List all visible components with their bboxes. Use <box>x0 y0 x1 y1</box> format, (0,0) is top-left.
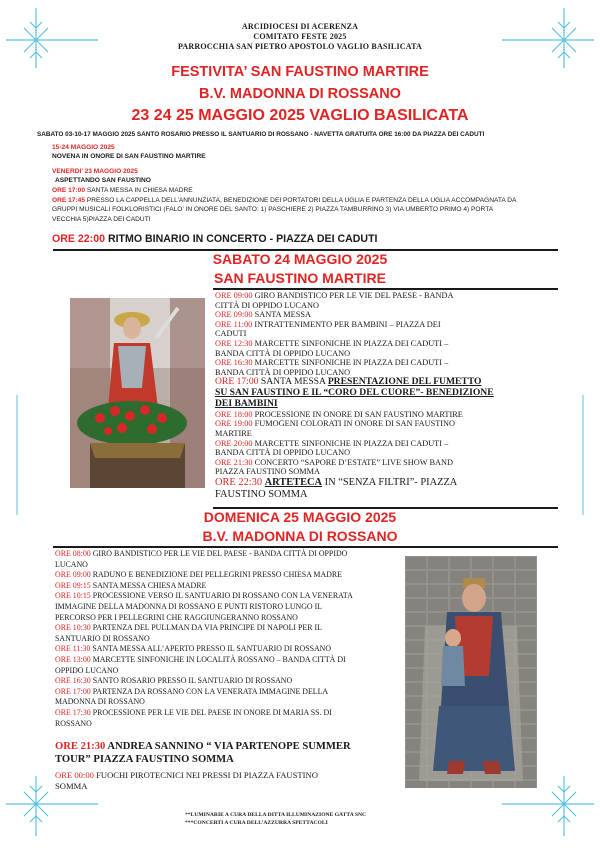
event-text-line-3: VECCHIA 5)PIAZZA DEI CADUTI <box>52 215 151 223</box>
event-time: ORE 22:30 <box>215 477 263 488</box>
friday-event-3 <box>52 233 378 245</box>
event-time: ORE 10:15 <box>55 591 91 601</box>
band-name: ARTETECA <box>264 477 323 488</box>
event-text-line-1: SANTA MESSA <box>254 310 311 320</box>
event-text-line-1: PRESSO LA CAPPELLA DELL’ANNUNZIATA, BENEDIZIONE DEI PORTATORI DELLA UGLIA E PARTENZA DELLA UGLIA ACCOMPAGNATA DA <box>86 197 517 204</box>
title-line-3: 23 24 25 MAGGIO 2025 VAGLIO BASILICATA <box>131 107 469 124</box>
event-text-line-1: PROCESSIONE VERSO IL SANTUARIO DI ROSSANO CON LA VENERATA <box>92 591 353 601</box>
saturday-last-event <box>215 477 560 500</box>
event-text-line-1: PROCESSIONE IN ONORE DI SAN FAUSTINO MARTIRE <box>254 409 463 419</box>
sunday-event <box>55 570 400 581</box>
event-text-line-2: TOUR” PIAZZA FAUSTINO SOMMA <box>55 754 234 765</box>
saturday-mass-event <box>215 377 560 409</box>
event-text-line-1: FUMOGENI COLORATI IN ONORE DI SAN FAUSTINO <box>254 419 456 429</box>
event-text-line-1: MARCETTE SINFONICHE IN PIAZZA DEI CADUTI – <box>254 358 449 368</box>
event-text-line-1: MARCETTE SINFONICHE IN PIAZZA DEI CADUTI – <box>254 339 449 348</box>
novena-text: NOVENA IN ONORE DI SAN FAUSTINO MARTIRE <box>52 153 206 160</box>
event-text-line-2: LUCANO <box>55 559 88 569</box>
rosary-note: SABATO 03-10-17 MAGGIO 2025 SANTO ROSARIO PRESSO IL SANTUARIO DI ROSSANO - NAVETTA GRATUITA ORE 16:00 DA PIAZZA DEI CADUTI <box>37 131 485 138</box>
event-text-line-1: SANTO ROSARIO PRESSO IL SANTUARIO DI ROSSANO <box>92 676 293 686</box>
friday-date: VENERDI’ 23 MAGGIO 2025 <box>52 168 138 175</box>
event-text-line-2: FAUSTINO SOMMA <box>215 488 308 500</box>
event-text-line-2: MARTIRE <box>215 428 252 438</box>
sunday-event <box>55 687 400 708</box>
section-divider <box>53 546 558 548</box>
sunday-event <box>55 708 400 729</box>
event-time: ORE 10:30 <box>55 623 91 633</box>
event-time: ORE 21:30 <box>55 741 106 752</box>
event-text-line-2: ROSSANO <box>55 718 92 728</box>
sunday-event <box>55 676 400 687</box>
event-time: ORE 09:00 <box>215 291 253 300</box>
event-text-line-2: SANTUARIO DI ROSSANO <box>55 633 150 643</box>
saturday-title: SABATO 24 MAGGIO 2025 <box>212 251 388 267</box>
sunday-event <box>55 549 400 570</box>
event-time: ORE 17:30 <box>55 708 91 717</box>
event-time: ORE 16:30 <box>215 358 253 368</box>
event-text-line-1: GIRO BANDISTICO PER LE VIE DEL PAESE - BANDA CITTÀ DI OPPIDO <box>92 549 348 558</box>
event-time: ORE 17:00 <box>215 376 259 388</box>
event-time: ORE 08:00 <box>55 549 91 558</box>
event-time: ORE 09:15 <box>55 580 91 590</box>
sunday-event <box>55 581 400 592</box>
san-faustino-statue-photo <box>70 298 205 488</box>
title-line-1: FESTIVITA’ SAN FAUSTINO MARTIRE <box>171 64 429 80</box>
sunday-event <box>55 655 400 676</box>
event-text-line-2: CADUTI <box>215 329 247 339</box>
madonna-di-rossano-photo <box>405 556 537 788</box>
event-text-line-2: OPPIDO LUCANO <box>55 665 119 675</box>
event-text-line-2: MADONNA DI ROSSANO <box>55 697 145 707</box>
event-time: ORE 00:00 <box>55 770 94 780</box>
saturday-subtitle: SAN FAUSTINO MARTIRE <box>214 270 386 286</box>
event-text-line-2: PIAZZA FAUSTINO SOMMA <box>215 467 320 477</box>
title-line-2: B.V. MADONNA DI ROSSANO <box>199 86 401 102</box>
event-text-line-1: SANTA MESSA CHIESA MADRE <box>92 580 207 590</box>
event-time: ORE 19:00 <box>215 419 253 429</box>
event-text-line-1: INTRATTENIMENTO PER BAMBINI – PIAZZA DEI <box>254 319 441 329</box>
event-time: ORE 11:00 <box>215 319 253 329</box>
event-text-line-2: BANDA CITTÀ DI OPPIDO LUCANO <box>215 448 351 458</box>
event-text-line-1: GIRO BANDISTICO PER LE VIE DEL PAESE - BANDA <box>254 291 454 300</box>
event-text-line-1: IN “SENZA FILTRI”- PIAZZA <box>322 477 458 488</box>
presentation-text-line-1: PRESENTAZIONE DEL FUMETTO <box>327 376 482 388</box>
novena-date: 15-24 MAGGIO 2025 <box>52 144 115 151</box>
event-time: ORE 18:00 <box>215 409 253 419</box>
event-text-line-1: FUOCHI PIROTECNICI NEI PRESSI DI PIAZZA FAUSTINO <box>96 770 318 780</box>
sunday-title: DOMENICA 25 MAGGIO 2025 <box>203 509 397 525</box>
event-text-line-1: PARTENZA DA ROSSANO CON LA VENERATA IMMAGINE DELLA <box>92 686 329 696</box>
event-time: ORE 12:30 <box>215 339 253 348</box>
sunday-event <box>55 591 400 623</box>
sunday-concert <box>55 740 400 766</box>
event-text-line-1: MARCETTE SINFONICHE IN PIAZZA DEI CADUTI – <box>254 438 449 448</box>
footer-concerts-note: ***CONCERTI A CURA DELL’AZZURRA SPETTACOLI <box>185 820 328 826</box>
saturday-event <box>215 358 560 377</box>
event-text: SANTA MESSA IN CHIESA MADRE <box>86 187 193 194</box>
section-divider <box>213 288 558 290</box>
event-text: SANTA MESSA <box>260 376 326 388</box>
snowflake-icon <box>12 395 22 515</box>
event-time: ORE 16:30 <box>55 676 91 686</box>
friday-subtitle: ASPETTANDO SAN FAUSTINO <box>55 177 151 184</box>
event-time: ORE 17:00 <box>55 686 91 696</box>
saturday-event <box>215 339 560 358</box>
event-time: ORE 20:00 <box>215 438 253 448</box>
event-text: RITMO BINARIO IN CONCERTO - PIAZZA DEI CADUTI <box>107 233 378 245</box>
event-text-line-2: SOMMA <box>55 781 88 791</box>
event-text-line-1: PROCESSIONE PER LE VIE DEL PAESE IN ONORE DI MARIA SS. DI <box>92 708 332 717</box>
event-time: ORE 09:00 <box>215 310 253 320</box>
event-text-line-2: GRUPPI MUSICALI FOLKLORISTICI (FALO’ IN ONORE DEL SANTO: 1) PASCHIERE 2) PIAZZA TAMBURRINO 3) VIA UMBERTO PRIMO 4) PORTA <box>52 206 494 214</box>
saturday-event <box>215 320 560 339</box>
friday-event-2 <box>52 196 592 224</box>
event-time: ORE 22:00 <box>52 233 105 245</box>
event-text-line-1: SANTA MESSA ALL’APERTO PRESSO IL SANTUARIO DI ROSSANO <box>92 644 332 654</box>
saturday-event <box>215 458 560 477</box>
event-time: ORE 09:00 <box>55 570 91 580</box>
event-text-line-1: RADUNO E BENEDIZIONE DEI PELLEGRINI PRESSO CHIESA MADRE <box>92 570 342 580</box>
committee-name: COMITATO FESTE 2025 <box>253 32 347 41</box>
event-time: ORE 17:00 <box>52 187 85 194</box>
saturday-event <box>215 310 560 320</box>
event-text-line-1: ANDREA SANNINO “ VIA PARTENOPE SUMMER <box>107 741 351 752</box>
presentation-text-line-2: SU SAN FAUSTINO E IL “CORO DEL CUORE”- BENEDIZIONE <box>215 387 494 399</box>
event-text-line-2: IMMAGINE DELLA MADONNA DI ROSSANO E PUNTI RISTORO LUNGO IL <box>55 601 323 611</box>
event-time: ORE 17:45 <box>52 197 85 204</box>
event-text-line-3: PERCORSO PER I PELLEGRINI CHE RAGGIUNGERANNO ROSSANO <box>55 612 298 622</box>
event-text-line-1: MARCETTE SINFONICHE IN LOCALITÀ ROSSANO – BANDA CITTÀ DI <box>92 655 346 664</box>
event-time: ORE 13:00 <box>55 655 91 664</box>
saturday-event <box>215 419 560 438</box>
event-text-line-2: CITTÀ DI OPPIDO LUCANO <box>215 300 319 310</box>
snowflake-icon <box>578 395 588 515</box>
diocese-name: ARCIDIOCESI DI ACERENZA <box>241 22 359 31</box>
event-text-line-1: PARTENZA DEL PULLMAN DA VIA PRINCIPE DI NAPOLI PER IL <box>92 623 322 633</box>
event-text-line-2: BANDA CITTÀ DI OPPIDO LUCANO <box>215 348 351 358</box>
event-time: ORE 21:30 <box>215 457 253 467</box>
sunday-fireworks <box>55 770 400 792</box>
sunday-subtitle: B.V. MADONNA DI ROSSANO <box>202 528 398 544</box>
event-text-line-2: BANDA CITTÀ DI OPPIDO LUCANO <box>215 367 351 377</box>
saturday-event <box>215 291 560 310</box>
saturday-event <box>215 439 560 458</box>
parish-name: PARROCCHIA SAN PIETRO APOSTOLO VAGLIO BASILICATA <box>177 42 423 51</box>
sunday-event <box>55 644 400 655</box>
sunday-event <box>55 623 400 644</box>
event-time: ORE 11:30 <box>55 644 91 654</box>
friday-event-1 <box>52 186 193 195</box>
event-text-line-1: CONCERTO “SAPORE D’ESTATE” LIVE SHOW BAND <box>254 457 453 467</box>
presentation-text-line-3: DEI BAMBINI <box>215 397 278 409</box>
footer-lights-note: **LUMINARIE A CURA DELLA DITTA ILLUMINAZIONE GATTA SNC <box>185 812 367 818</box>
saturday-event <box>215 410 560 420</box>
